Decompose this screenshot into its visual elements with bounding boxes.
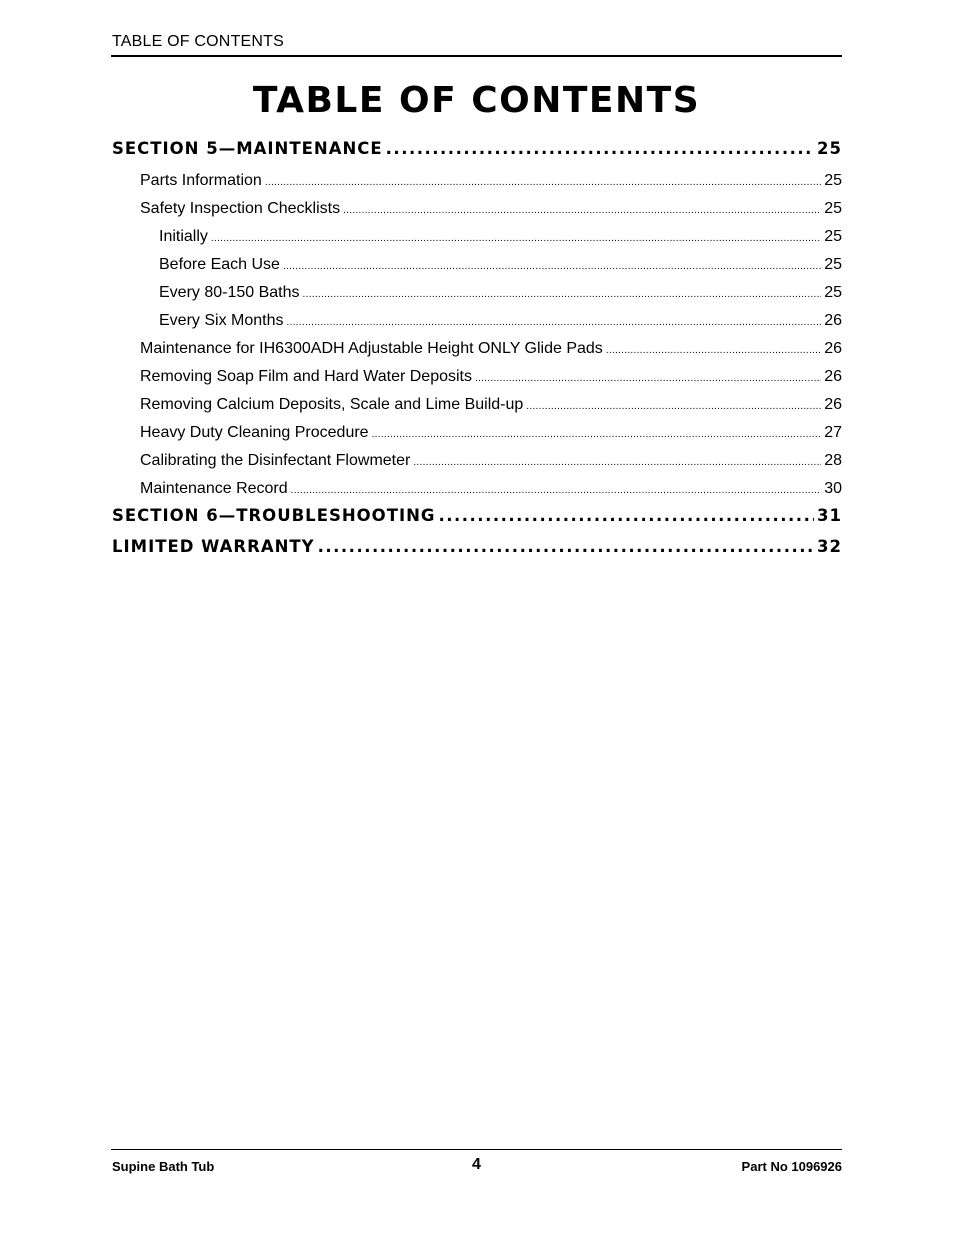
toc-entry-page: 25 [824,284,842,301]
toc-entry-title: Removing Soap Film and Hard Water Deposits [140,368,472,385]
dot-leader [318,534,814,560]
toc-entry-title: Initially [159,228,208,245]
toc-entry-page: 27 [824,424,842,441]
page-title: TABLE OF CONTENTS [252,80,701,121]
toc-entry-title: Heavy Duty Cleaning Procedure [140,424,369,441]
toc-section-limited-warranty[interactable] [112,534,842,565]
toc-entry-title: SECTION 6—TROUBLESHOOTING [112,506,436,525]
dot-leader [303,281,822,309]
toc-entry-title: Maintenance for IH6300ADH Adjustable Height ONLY Glide Pads [140,340,603,357]
toc-entry-page: 25 [817,139,842,158]
footer-page-number: 4 [472,1156,481,1173]
dot-leader [211,225,821,253]
dot-leader [606,337,821,365]
dot-leader [386,136,814,162]
toc-entry-title: LIMITED WARRANTY [112,537,315,556]
toc-entry-page: 32 [817,537,842,556]
toc-entry-title: Parts Information [140,172,262,189]
toc-entry-parts-information[interactable] [112,167,842,195]
toc-entry-every-six-months[interactable] [112,307,842,335]
dot-leader [291,477,822,505]
toc-entry-title: SECTION 5—MAINTENANCE [112,139,383,158]
toc-entry-safety-inspection-checklists[interactable] [112,195,842,223]
toc-entry-every-80-150-baths[interactable] [112,279,842,307]
dot-leader [438,503,814,529]
toc-entry-maintenance-record[interactable] [112,475,842,503]
toc-entry-before-each-use[interactable] [112,251,842,279]
table-of-contents [112,136,842,565]
toc-entry-page: 30 [824,480,842,497]
toc-entry-page: 26 [824,340,842,357]
toc-entry-page: 25 [824,256,842,273]
footer-part-number: Part No 1096926 [741,1159,842,1174]
toc-entry-title: Every 80-150 Baths [159,284,300,301]
toc-entry-page: 26 [824,368,842,385]
toc-entry-page: 31 [817,506,842,525]
toc-entry-title: Maintenance Record [140,480,288,497]
toc-entry-page: 25 [824,200,842,217]
toc-entry-heavy-duty-cleaning[interactable] [112,419,842,447]
dot-leader [372,421,822,449]
toc-entry-title: Calibrating the Disinfectant Flowmeter [140,452,411,469]
toc-section-troubleshooting[interactable] [112,503,842,534]
toc-entry-page: 28 [824,452,842,469]
toc-entry-title: Before Each Use [159,256,280,273]
dot-leader [265,169,821,197]
toc-entry-title: Safety Inspection Checklists [140,200,341,217]
dot-leader [413,449,821,477]
header-rule [111,55,842,57]
toc-section-maintenance[interactable] [112,136,842,167]
footer-product-name: Supine Bath Tub [112,1159,215,1174]
toc-entry-page: 25 [824,228,842,245]
dot-leader [526,393,821,421]
dot-leader [286,309,821,337]
toc-entry-glide-pads-maintenance[interactable] [112,335,842,363]
running-head: TABLE OF CONTENTS [112,33,285,50]
toc-entry-page: 25 [824,172,842,189]
toc-entry-removing-calcium-deposits[interactable] [112,391,842,419]
toc-entry-calibrating-flowmeter[interactable] [112,447,842,475]
footer-rule [111,1149,842,1150]
dot-leader [283,253,821,281]
dot-leader [343,197,821,225]
toc-entry-page: 26 [824,396,842,413]
dot-leader [475,365,821,393]
toc-entry-title: Removing Calcium Deposits, Scale and Lime Build-up [140,396,524,413]
toc-entry-removing-soap-film[interactable] [112,363,842,391]
toc-entry-page: 26 [824,312,842,329]
toc-entry-title: Every Six Months [159,312,284,329]
toc-entry-initially[interactable] [112,223,842,251]
